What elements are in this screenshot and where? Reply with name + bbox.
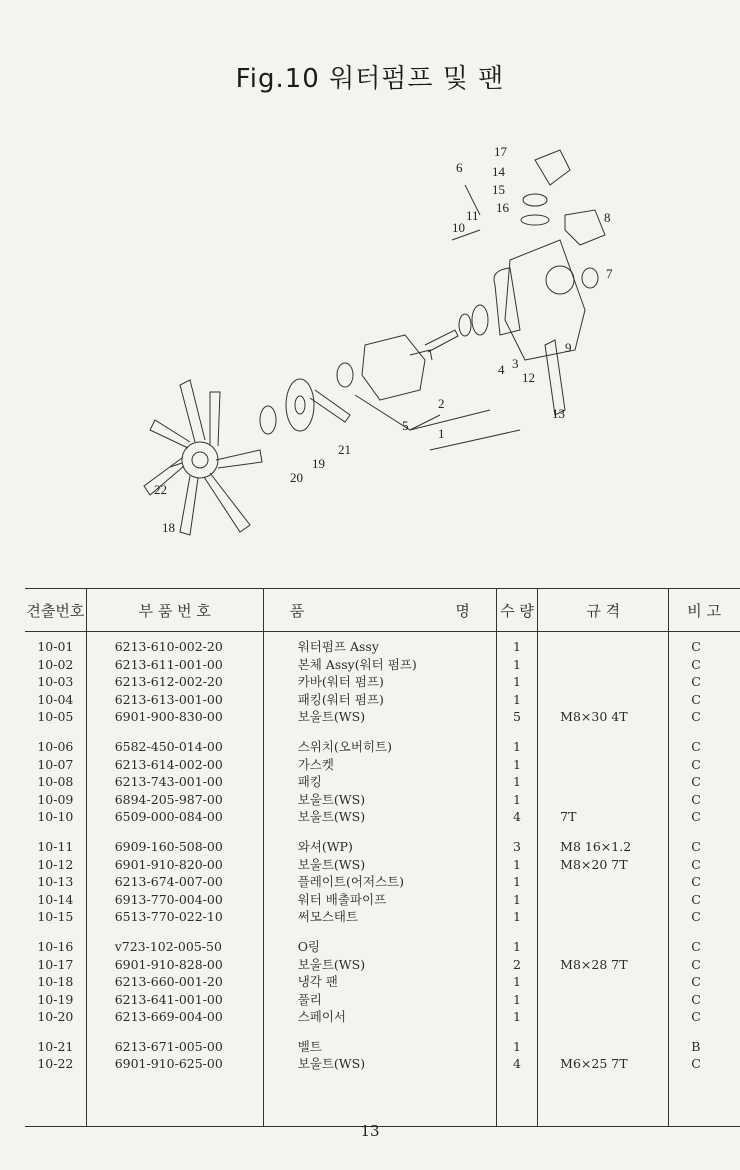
cell-remark: C bbox=[691, 838, 701, 854]
cell-name: 써모스태트 bbox=[297, 909, 359, 925]
callout-10: 10 bbox=[452, 220, 465, 235]
row-group bbox=[691, 1038, 740, 1073]
cell-qty: 3 bbox=[513, 838, 521, 854]
header-qty: 수 량 bbox=[496, 589, 537, 632]
cell-spec bbox=[560, 656, 668, 674]
row-group bbox=[115, 1038, 263, 1073]
cell-name: 본체 Assy(워터 펌프) bbox=[297, 656, 417, 672]
row-group bbox=[560, 938, 668, 1026]
cell-spec: M8 16×1.2 bbox=[560, 838, 632, 854]
row-group bbox=[560, 838, 668, 926]
row-group bbox=[298, 638, 496, 726]
cell-spec bbox=[560, 791, 668, 809]
cell-name: 와셔(WP) bbox=[297, 838, 353, 854]
cell-spec: M8×28 7T bbox=[560, 956, 628, 972]
cell-ref: 10-19 bbox=[37, 991, 74, 1007]
cell-part-no: 6213-674-007-00 bbox=[114, 874, 223, 890]
cell-name: 보울트(WS) bbox=[297, 956, 366, 972]
cell-name: 보울트(WS) bbox=[297, 809, 366, 825]
cell-remark: C bbox=[691, 974, 701, 990]
cell-name: 보울트(WS) bbox=[297, 856, 366, 872]
row-group bbox=[497, 938, 537, 1026]
cell-ref: 10-21 bbox=[37, 1038, 74, 1054]
header-ref: 견출번호 bbox=[25, 589, 86, 632]
cell-spec bbox=[560, 938, 668, 956]
cell-ref: 10-17 bbox=[37, 956, 74, 972]
cell-qty: 1 bbox=[513, 738, 521, 754]
cell-remark: C bbox=[691, 909, 701, 925]
callout-3: 3 bbox=[512, 356, 519, 371]
cell-name: 가스켓 bbox=[297, 756, 334, 772]
page-number: 13 bbox=[360, 1122, 380, 1140]
cell-part-no: 6909-160-508-00 bbox=[114, 838, 223, 854]
table-body-row bbox=[25, 632, 740, 1127]
cell-qty: 1 bbox=[513, 674, 521, 690]
cell-qty: 1 bbox=[513, 1009, 521, 1025]
col-part-no bbox=[86, 632, 263, 1127]
water-pump-fan-drawing bbox=[140, 130, 620, 550]
row-group bbox=[25, 838, 86, 926]
callout-19: 19 bbox=[312, 456, 325, 471]
callout-7: 7 bbox=[606, 266, 613, 281]
cell-spec bbox=[560, 673, 668, 691]
callout-8: 8 bbox=[604, 210, 611, 225]
cell-name: 패킹(워터 펌프) bbox=[297, 691, 384, 707]
cell-part-no: 6213-614-002-00 bbox=[114, 756, 223, 772]
cell-ref: 10-14 bbox=[37, 891, 74, 907]
cell-part-no: 6213-660-001-20 bbox=[114, 974, 223, 990]
parts-table bbox=[25, 588, 740, 1127]
row-group bbox=[560, 1038, 668, 1073]
cell-qty: 1 bbox=[513, 691, 521, 707]
cell-qty: 1 bbox=[513, 656, 521, 672]
header-name-left: 품 bbox=[289, 601, 305, 620]
cell-part-no: 6582-450-014-00 bbox=[114, 738, 223, 754]
cell-name: 풀리 bbox=[297, 991, 322, 1007]
cell-ref: 10-12 bbox=[37, 856, 74, 872]
col-remark bbox=[669, 632, 740, 1127]
row-group bbox=[497, 1038, 537, 1073]
header-remark bbox=[669, 589, 740, 632]
cell-part-no: 6894-205-987-00 bbox=[114, 791, 223, 807]
cell-name: 냉각 팬 bbox=[297, 974, 338, 990]
cell-name: O링 bbox=[297, 938, 321, 954]
cell-part-no: 6213-671-005-00 bbox=[114, 1038, 223, 1054]
cell-qty: 1 bbox=[513, 639, 521, 654]
cell-qty: 4 bbox=[513, 809, 521, 825]
cell-remark: C bbox=[691, 691, 701, 707]
callout-1: 1 bbox=[438, 426, 445, 441]
cell-part-no: 6509-000-084-00 bbox=[114, 809, 223, 825]
cell-qty: 1 bbox=[513, 891, 521, 907]
cell-qty: 1 bbox=[513, 974, 521, 990]
row-group bbox=[298, 738, 496, 826]
cell-ref: 10-07 bbox=[37, 756, 74, 772]
cell-ref: 10-22 bbox=[37, 1056, 74, 1072]
row-group bbox=[497, 638, 537, 726]
cell-spec bbox=[560, 1038, 668, 1056]
row-group bbox=[25, 1038, 86, 1073]
header-remark-text: 비 고 bbox=[687, 601, 721, 620]
cell-ref: 10-03 bbox=[37, 674, 74, 690]
row-group bbox=[691, 938, 740, 1026]
cell-ref: 10-16 bbox=[37, 938, 74, 954]
cell-name: 카바(워터 펌프) bbox=[297, 674, 384, 690]
callout-21: 21 bbox=[338, 442, 351, 457]
cell-ref: 10-15 bbox=[37, 909, 74, 925]
cell-qty: 1 bbox=[513, 874, 521, 890]
cell-part-no: 6213-669-004-00 bbox=[114, 1009, 223, 1025]
callout-14: 14 bbox=[492, 164, 505, 179]
table-header-row bbox=[25, 589, 740, 632]
cell-ref: 10-04 bbox=[37, 691, 74, 707]
cell-ref: 10-01 bbox=[37, 639, 74, 654]
cell-qty: 2 bbox=[513, 956, 521, 972]
cell-qty: 4 bbox=[513, 1056, 521, 1072]
cell-spec: M8×20 7T bbox=[560, 856, 628, 872]
callout-15: 15 bbox=[492, 182, 505, 197]
cell-part-no: 6901-900-830-00 bbox=[114, 709, 223, 725]
cell-qty: 1 bbox=[513, 774, 521, 790]
cell-ref: 10-05 bbox=[37, 709, 74, 725]
cell-name: 스위치(오버히트) bbox=[297, 738, 392, 754]
cell-spec: M8×30 4T bbox=[560, 709, 628, 725]
cell-spec bbox=[560, 973, 668, 991]
row-group bbox=[560, 638, 668, 726]
cell-remark: C bbox=[691, 674, 701, 690]
cell-remark: C bbox=[691, 991, 701, 1007]
callout-16: 16 bbox=[496, 200, 509, 215]
callout-20: 20 bbox=[290, 470, 303, 485]
row-group bbox=[691, 738, 740, 826]
row-group bbox=[25, 938, 86, 1026]
page-title: Fig.10 워터펌프 및 팬 bbox=[235, 64, 505, 94]
cell-part-no: 6213-743-001-00 bbox=[114, 774, 223, 790]
callout-5: 5 bbox=[402, 418, 409, 433]
cell-name: 보울트(WS) bbox=[297, 791, 366, 807]
row-group bbox=[115, 938, 263, 1026]
cell-ref: 10-20 bbox=[37, 1009, 74, 1025]
cell-qty: 1 bbox=[513, 856, 521, 872]
cell-name: 보울트(WS) bbox=[297, 709, 366, 725]
cell-spec: 7T bbox=[560, 809, 577, 825]
callout-22: 22 bbox=[154, 482, 167, 497]
cell-qty: 1 bbox=[513, 1038, 521, 1054]
cell-ref: 10-06 bbox=[37, 738, 74, 754]
callout-17: 17 bbox=[494, 144, 507, 159]
cell-ref: 10-11 bbox=[37, 838, 74, 854]
row-group bbox=[25, 738, 86, 826]
callout-2: 2 bbox=[438, 396, 445, 411]
cell-remark: C bbox=[691, 756, 701, 772]
cell-remark: C bbox=[691, 891, 701, 907]
cell-spec: M6×25 7T bbox=[560, 1056, 628, 1072]
header-part-no: 부 품 번 호 bbox=[86, 589, 263, 632]
row-group bbox=[115, 838, 263, 926]
row-group bbox=[298, 938, 496, 1026]
cell-ref: 10-18 bbox=[37, 974, 74, 990]
header-name-right: 명 bbox=[455, 601, 470, 620]
col-ref bbox=[25, 632, 86, 1127]
cell-remark: C bbox=[691, 1009, 701, 1025]
cell-remark: C bbox=[691, 856, 701, 872]
row-group bbox=[298, 838, 496, 926]
row-group bbox=[691, 638, 740, 726]
cell-part-no: 6213-641-001-00 bbox=[114, 991, 223, 1007]
cell-ref: 10-02 bbox=[37, 656, 74, 672]
col-name bbox=[263, 632, 496, 1127]
callout-18: 18 bbox=[162, 520, 175, 535]
cell-name: 패킹 bbox=[297, 774, 322, 790]
callout-9: 9 bbox=[565, 340, 572, 355]
cell-spec bbox=[560, 873, 668, 891]
row-group bbox=[691, 838, 740, 926]
cell-ref: 10-13 bbox=[37, 874, 74, 890]
cooling-fan-drawing bbox=[144, 380, 262, 535]
cell-part-no: 6213-612-002-20 bbox=[114, 674, 223, 690]
row-group bbox=[115, 638, 263, 726]
cell-part-no: 6901-910-820-00 bbox=[114, 856, 223, 872]
cell-spec bbox=[560, 1008, 668, 1026]
cell-remark: C bbox=[691, 656, 701, 672]
cell-qty: 1 bbox=[513, 909, 521, 925]
cell-spec bbox=[560, 891, 668, 909]
row-group bbox=[560, 738, 668, 826]
cell-qty: 1 bbox=[513, 791, 521, 807]
cell-part-no: 6901-910-828-00 bbox=[114, 956, 223, 972]
callout-4: 4 bbox=[498, 362, 505, 377]
cell-part-no: 6213-611-001-00 bbox=[114, 656, 223, 672]
cell-remark: C bbox=[691, 956, 701, 972]
cell-remark: C bbox=[691, 874, 701, 890]
col-spec bbox=[538, 632, 669, 1127]
cell-name: 스페이서 bbox=[297, 1009, 346, 1025]
cell-name: 보울트(WS) bbox=[297, 1056, 366, 1072]
cell-remark: C bbox=[691, 709, 701, 725]
cell-qty: 1 bbox=[513, 756, 521, 772]
row-group bbox=[25, 638, 86, 726]
callout-13: 13 bbox=[552, 406, 565, 421]
row-group bbox=[497, 838, 537, 926]
cell-name: 워터 배출파이프 bbox=[297, 891, 387, 907]
cell-qty: 5 bbox=[513, 709, 521, 725]
cell-spec bbox=[560, 908, 668, 926]
row-group bbox=[115, 738, 263, 826]
cell-remark: C bbox=[691, 791, 701, 807]
callout-12: 12 bbox=[522, 370, 535, 385]
cell-ref: 10-08 bbox=[37, 774, 74, 790]
cell-name: 플레이트(어저스트) bbox=[297, 874, 405, 890]
header-spec: 규 격 bbox=[538, 589, 669, 632]
cell-qty: 1 bbox=[513, 938, 521, 954]
cell-name: 벨트 bbox=[297, 1038, 322, 1054]
cell-spec bbox=[560, 638, 668, 656]
callout-11: 11 bbox=[466, 208, 479, 223]
cell-remark: C bbox=[691, 738, 701, 754]
exploded-diagram bbox=[140, 130, 620, 550]
cell-ref: 10-09 bbox=[37, 791, 74, 807]
cell-part-no: 6213-610-002-20 bbox=[114, 639, 223, 654]
cell-spec bbox=[560, 738, 668, 756]
row-group bbox=[497, 738, 537, 826]
cell-part-no: 6213-613-001-00 bbox=[114, 691, 223, 707]
cell-remark: C bbox=[691, 809, 701, 825]
cell-remark: C bbox=[691, 1056, 701, 1072]
cell-spec bbox=[560, 691, 668, 709]
cell-part-no: 6913-770-004-00 bbox=[114, 891, 223, 907]
cell-qty: 1 bbox=[513, 991, 521, 1007]
cell-remark: C bbox=[691, 639, 701, 654]
row-group bbox=[298, 1038, 496, 1073]
cell-spec bbox=[560, 991, 668, 1009]
cell-part-no: v723-102-005-50 bbox=[114, 938, 222, 954]
cell-remark: C bbox=[691, 938, 701, 954]
cell-part-no: 6901-910-625-00 bbox=[114, 1056, 223, 1072]
cell-part-no: 6513-770-022-10 bbox=[114, 909, 223, 925]
cell-name: 워터펌프 Assy bbox=[297, 639, 379, 654]
cell-remark: C bbox=[691, 774, 701, 790]
cell-ref: 10-10 bbox=[37, 809, 74, 825]
cell-spec bbox=[560, 773, 668, 791]
callout-6: 6 bbox=[456, 160, 463, 175]
cell-remark: B bbox=[691, 1038, 701, 1054]
col-qty bbox=[496, 632, 537, 1127]
cell-spec bbox=[560, 756, 668, 774]
header-name bbox=[263, 589, 496, 632]
